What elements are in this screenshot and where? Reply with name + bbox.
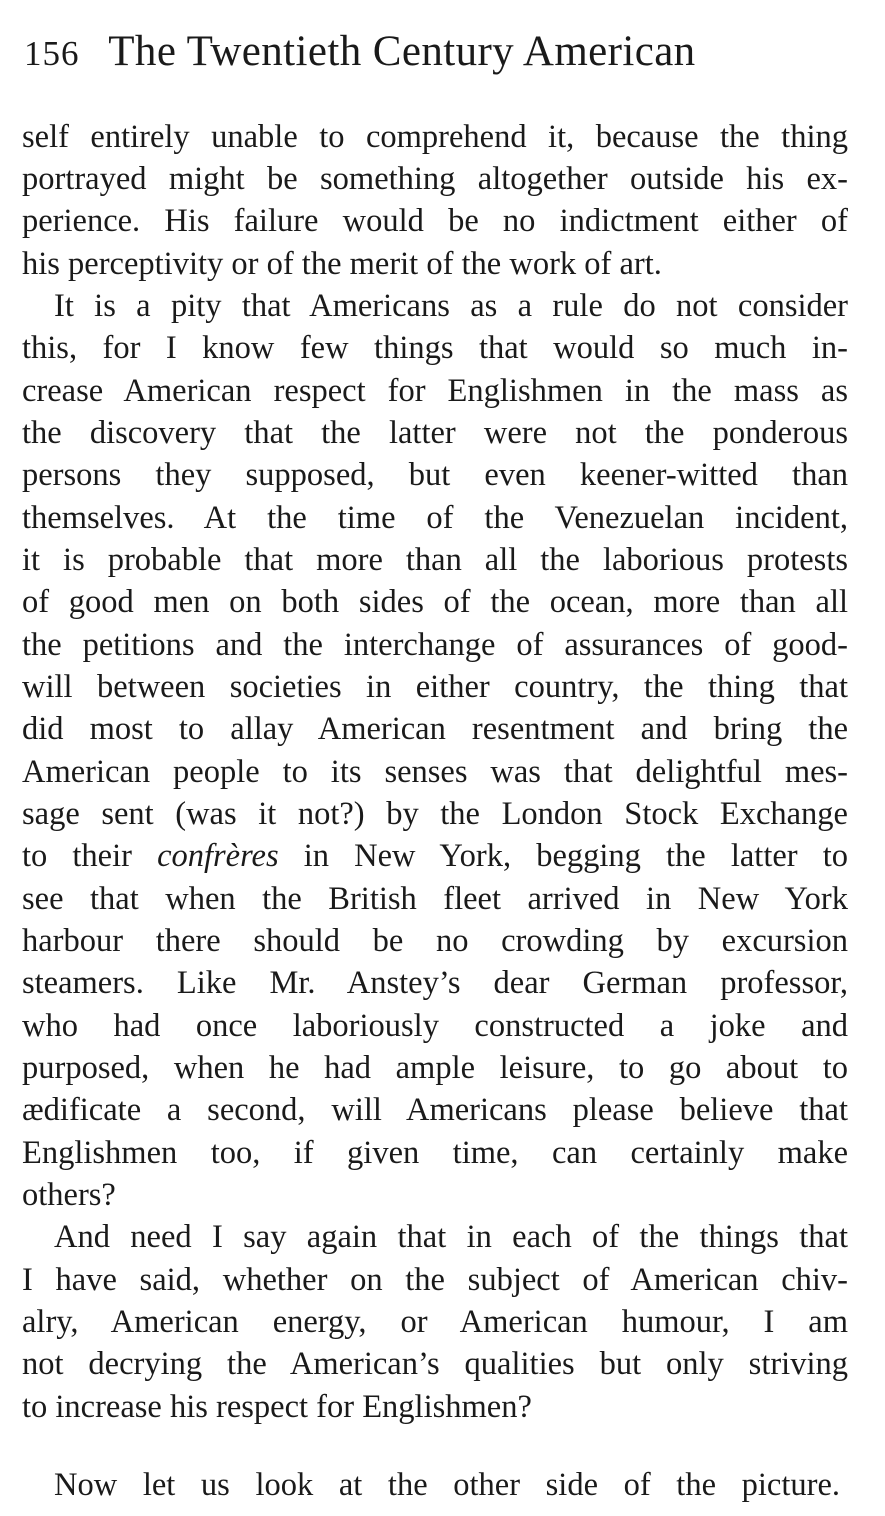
text-line: to increase his respect for Englishmen? xyxy=(22,1389,532,1425)
text-line: persons they supposed, but even keener-witted than xyxy=(22,457,848,493)
italic-word: confrères xyxy=(157,838,279,874)
text-line: ædificate a second, will Americans please believe that xyxy=(22,1092,848,1128)
text-line-with-italic xyxy=(22,835,848,877)
text-line: who had once laboriously constructed a joke and xyxy=(22,1008,848,1044)
text-line: crease American respect for Englishmen in the mass as xyxy=(22,373,848,409)
text-line: not decrying the American’s qualities but only striving xyxy=(22,1346,848,1382)
text-line: see that when the British fleet arrived in New York xyxy=(22,881,848,917)
text-line: I have said, whether on the subject of American chiv- xyxy=(22,1262,848,1298)
text-segment: to their xyxy=(22,838,132,874)
text-line: self entirely unable to comprehend it, because the thing xyxy=(22,119,848,155)
section-opening-line: Now let us look at the other side of the picture. xyxy=(54,1467,840,1503)
text-segment: in New York, begging the latter to xyxy=(303,838,849,874)
text-line: steamers. Like Mr. Anstey’s dear German professor, xyxy=(22,965,848,1001)
text-line: it is probable that more than all the laborious protests xyxy=(22,542,848,578)
text-line: the petitions and the interchange of assurances of good- xyxy=(22,627,848,663)
text-line: this, for I know few things that would so much in- xyxy=(22,330,848,366)
page-number: 156 xyxy=(24,34,80,73)
text-line: did most to allay American resentment and bring the xyxy=(22,711,848,747)
text-line: It is a pity that Americans as a rule do not consider xyxy=(54,288,848,324)
text-line: perience. His failure would be no indictment either of xyxy=(22,203,848,239)
running-title: The Twentieth Century American xyxy=(108,28,696,75)
text-line: themselves. At the time of the Venezuelan incident, xyxy=(22,500,848,536)
text-line: his perceptivity or of the merit of the work of art. xyxy=(22,246,662,282)
text-line: And need I say again that in each of the things that xyxy=(54,1219,848,1255)
text-line: harbour there should be no crowding by excursion xyxy=(22,923,848,959)
text-line: Englishmen too, if given time, can certainly make xyxy=(22,1135,848,1171)
running-head xyxy=(24,22,824,82)
text-line: alry, American energy, or American humour, I am xyxy=(22,1304,848,1340)
text-line: the discovery that the latter were not the ponderous xyxy=(22,415,848,451)
text-line: American people to its senses was that delightful mes- xyxy=(22,754,848,790)
text-line: of good men on both sides of the ocean, more than all xyxy=(22,584,848,620)
text-line: portrayed might be something altogether outside his ex- xyxy=(22,161,848,197)
text-line: will between societies in either country, the thing that xyxy=(22,669,848,705)
text-line: purposed, when he had ample leisure, to go about to xyxy=(22,1050,848,1086)
text-line: others? xyxy=(22,1177,116,1213)
text-line: sage sent (was it not?) by the London Stock Exchange xyxy=(22,796,848,832)
